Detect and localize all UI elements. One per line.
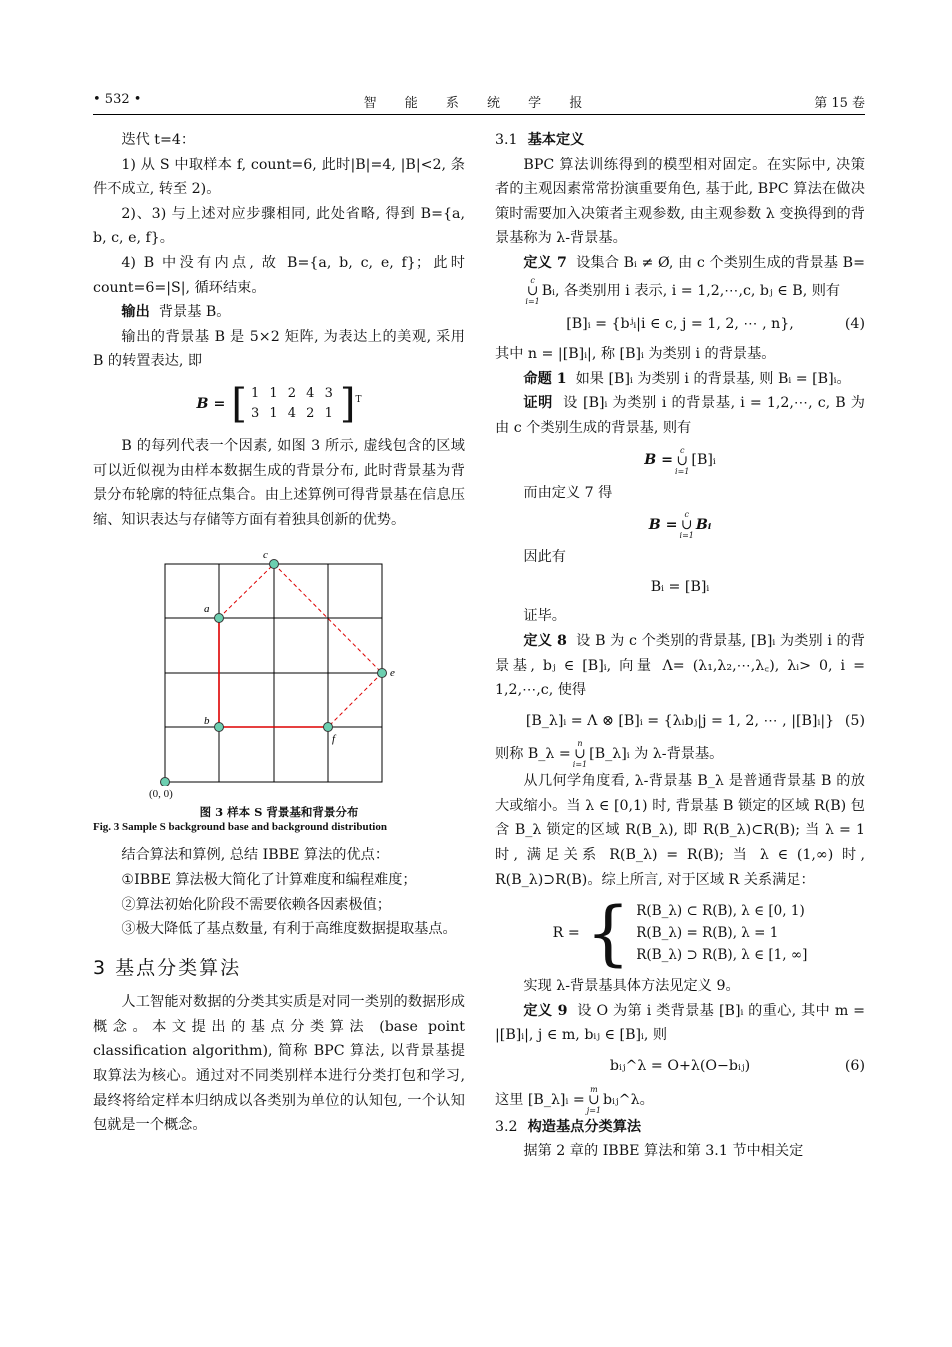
figure-caption-en: Fig. 3 Sample S background base and background distribution (93, 821, 387, 834)
paragraph: 1) 从 S 中取样本 f, count=6, 此时|B|=4, |B|<2, 条件不成立, 转至 2)。 (93, 156, 465, 198)
paragraph: 而由定义 7 得 (523, 484, 613, 501)
label-a: a (204, 603, 210, 616)
definition-label: 定义 9 (523, 1002, 568, 1019)
union-operator: c ∪ i=1 (679, 510, 694, 541)
paragraph (495, 251, 865, 306)
text: 如果 [B]ᵢ 为类别 i 的背景基, 则 Bᵢ = [B]ᵢ。 (575, 370, 851, 387)
paragraph: B 的每列代表一个因素, 如图 3 所示, 虚线包含的区域可以近似视为由样本数据生成的背景分布, 此时背景基为背景分布轮廓的特征点集合。由上述算例可得背景基在信息压缩、知识表达与存储等方面有着独具创新的优势。 (93, 437, 465, 528)
label-f: f (332, 733, 336, 746)
paragraph: 则称 B_λ = n ∪ i=1 [B_λ]ᵢ 为 λ-背景基。 (495, 739, 724, 770)
paragraph: 迭代 t=4： (121, 132, 196, 148)
paragraph (495, 367, 865, 392)
matrix-lhs: B = (196, 395, 226, 412)
case-equation: R = { R(B_λ) ⊂ R(B), λ ∈ [0, 1) R(B_λ) = R(B), λ = 1 R(B_λ) ⊃ R(B), λ ∈ [1, ∞] (552, 892, 808, 975)
paragraph (495, 999, 865, 1048)
paragraph: 这里 [B_λ]ᵢ = m ∪ j=1 bᵢⱼ^λ。 (495, 1084, 654, 1115)
equation-5 (495, 709, 865, 734)
equation: Bᵢ = [B]ᵢ (650, 578, 710, 595)
journal-name: 智 能 系 统 学 报 (363, 96, 595, 111)
point-e (378, 669, 387, 678)
paragraph (495, 391, 865, 440)
background-distribution-boundary (219, 564, 382, 727)
subsection-number: 3.2 (495, 1118, 518, 1135)
paragraph: 因此有 (523, 549, 566, 566)
figure-caption-cn: 图 3 样本 S 背景基和背景分布 (199, 805, 359, 820)
paragraph: ②算法初始化阶段不需要依赖各因素极值； (121, 896, 391, 913)
left-column (93, 128, 465, 1138)
figure-3-svg (93, 546, 465, 786)
page-number: • 532 • (93, 92, 142, 107)
paragraph: ①IBBE 算法极大简化了计算难度和编程难度； (121, 871, 417, 888)
grid (165, 564, 382, 782)
paragraph: 结合算法和算例, 总结 IBBE 算法的优点： (121, 847, 390, 864)
paragraph (495, 629, 865, 703)
paragraph: 输出的背景基 B 是 5×2 矩阵, 为表达上的美观, 采用 B 的转置表达, 即 (93, 328, 465, 370)
paragraph: 据第 2 章的 IBBE 算法和第 3.1 节中相关定 (523, 1143, 804, 1160)
union-operator: n ∪ i=1 (572, 739, 588, 770)
text: 设 O 为第 i 类背景基 [B]ᵢ 的重心, 其中 m = |[B]ᵢ|, j ∈ m, bᵢⱼ ∈ [B]ᵢ, 则 (495, 1002, 865, 1044)
union-operator: c ∪ i=1 (675, 445, 690, 476)
union-operator: c ∪ i=1 (525, 275, 540, 306)
point-b (215, 723, 224, 732)
case-line: R(B_λ) ⊂ R(B), λ ∈ [0, 1) (636, 903, 805, 920)
subsection-title: 基本定义 (527, 132, 585, 148)
equation-number: (4) (844, 315, 865, 332)
equation-body: [B]ᵢ = {bʲᵢ|i ∈ c, j = 1, 2, ⋯ , n}, (566, 315, 794, 332)
equation-6 (495, 1054, 865, 1079)
paragraph: 4) B 中没有内点, 故 B={a, b, c, e, f}；此时 count=6=|S|, 循环结束。 (93, 254, 465, 296)
bold-label: 输出 (121, 304, 150, 321)
volume-label: 第 15 卷 (814, 96, 865, 111)
paragraph: BPC 算法训练得到的模型相对固定。在实际中, 决策者的主观因素常常扮演重要角色, 基于此, BPC 算法在做决策时需要加入决策者主观参数, 由主观参数 λ 变换得到的背景基称为 λ-背景基。 (495, 156, 865, 247)
point-a (215, 614, 224, 623)
subsection-title: 构造基点分类算法 (527, 1118, 642, 1135)
label-origin: (0, 0) (149, 788, 173, 801)
text: Bᵢ, 各类别用 i 表示, i = 1,2,⋯,c, bⱼ ∈ B, 则有 (541, 282, 841, 299)
union-operator: m ∪ j=1 (586, 1084, 601, 1115)
equation-number: (6) (844, 1058, 865, 1075)
paragraph: 其中 n = |[B]ᵢ|, 称 [B]ᵢ 为类别 i 的背景基。 (495, 346, 776, 363)
paragraph: 实现 λ-背景基具体方法见定义 9。 (523, 978, 740, 995)
text: 设 B 为 c 个类别的背景基, [B]ᵢ 为类别 i 的背景基, bⱼ ∈ [B]ᵢ, 向量 Λ= (λ₁,λ₂,⋯,λ꜀), λᵢ> 0, i = 1,2,⋯,c, 使得 (495, 632, 865, 699)
running-header (93, 88, 865, 115)
equation-body: [B_λ]ᵢ = Λ ⊗ [B]ᵢ = {λᵢbⱼ|j = 1, 2, ⋯ , |[B]ᵢ|} (525, 712, 835, 729)
label-e: e (390, 667, 395, 680)
paragraph (93, 300, 465, 325)
matrix-row: 1 1 2 4 3 (250, 385, 336, 401)
case-line: R(B_λ) = R(B), λ = 1 (636, 925, 779, 942)
case-line: R(B_λ) ⊃ R(B), λ ∈ [1, ∞] (636, 947, 808, 964)
subsection-heading (495, 128, 865, 153)
point-f (324, 723, 333, 732)
right-column (495, 128, 865, 1164)
paragraph: ③极大降低了基点数量, 有利于高维度数据提取基点。 (121, 921, 457, 938)
point-c (270, 560, 279, 569)
text: 设集合 Bᵢ ≠ Ø, 由 c 个类别生成的背景基 B= (576, 254, 865, 271)
equation-body: bᵢⱼ^λ = O+λ(O−bᵢⱼ) (609, 1058, 751, 1075)
equation: B = c ∪ i=1 [B]ᵢ (644, 445, 716, 476)
equation-4 (495, 312, 865, 337)
matrix: [ 1 1 2 4 3 3 1 4 2 1 ] $^T$ (231, 380, 362, 427)
proposition-label: 命题 1 (523, 370, 567, 387)
paragraph: 2)、3) 与上述对应步骤相同, 此处省略, 得到 B={a, b, c, e, f}。 (93, 205, 465, 247)
definition-label: 定义 7 (523, 254, 567, 271)
section-heading: 3 基点分类算法 (93, 956, 242, 979)
figure-3 (93, 546, 465, 801)
paragraph: 从几何学角度看, λ-背景基 B_λ 是普通背景基 B 的放大或缩小。当 λ ∈ [0,1) 时, 背景基 B 锁定的区域 R(B) 包含 B_λ 锁定的区域 R(B_λ), 即 R(B_λ)⊂R(B); 当 λ = 1 时, 满足关系 R(B_λ) = R(B); 当 λ ∈ (1,∞) 时, R(B_λ)⊃R(B)。综上所言, 对于区域 R 关系满足： (495, 773, 865, 888)
equation-number: (5) (844, 712, 865, 729)
paragraph: 证毕。 (523, 608, 566, 625)
text: 设 [B]ᵢ 为类别 i 的背景基, i = 1,2,⋯, c, B 为由 c 个类别生成的背景基, 则有 (495, 395, 865, 436)
label-c: c (263, 549, 268, 562)
proof-label: 证明 (523, 395, 553, 412)
subsection-number: 3.1 (495, 132, 518, 148)
label-b: b (204, 715, 210, 728)
text: 背景基 B。 (158, 304, 231, 321)
matrix-equation (93, 380, 465, 427)
paragraph: 人工智能对数据的分类其实质是对同一类别的数据形成概念。本文提出的基点分类算法 (base point classification algorithm), 简称 BPC 算法, 以背景基提取算法为核心。通过对不同类别样本进行分类打包和学习, 最终将给定样本归纳成以各类别为单位的认知包, 一个认知包就是一个概念。 (93, 994, 465, 1134)
matrix-row: 3 1 4 2 1 (250, 405, 336, 421)
definition-label: 定义 8 (523, 632, 567, 649)
transpose-mark: T (355, 394, 362, 405)
equation: B = c ∪ i=1 Bᵢ (648, 510, 712, 541)
subsection-heading (495, 1115, 865, 1140)
